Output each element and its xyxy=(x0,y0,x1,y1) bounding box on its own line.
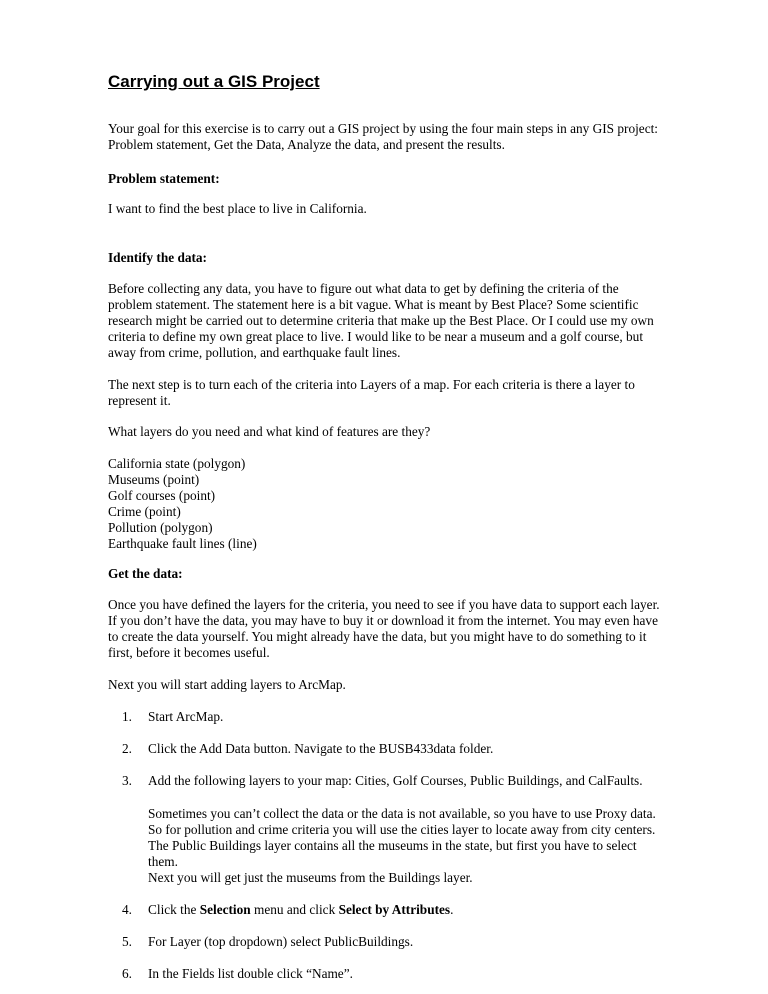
next-paragraph: Next you will start adding layers to ArcMap. xyxy=(108,677,346,692)
step-number: 2. xyxy=(122,741,132,756)
step-text-pre: Click the xyxy=(148,902,200,917)
step-text: In the Fields list double click “Name”. xyxy=(148,966,353,981)
step-text: For Layer (top dropdown) select PublicBuildings. xyxy=(148,934,414,949)
identify-paragraph-2: The next step is to turn each of the criteria into Layers of a map. For each criteria is there a layer to represent it. xyxy=(108,377,635,408)
layers-question: What layers do you need and what kind of features are they? xyxy=(108,424,431,439)
step-number: 1. xyxy=(122,709,132,724)
identify-paragraph-1: Before collecting any data, you have to figure out what data to get by defining the criteria of the problem statement. The statement here is a bit vague. What is meant by Best Place? Some scientific research might be carried out to determine criteria that make up the Best Place. Or I could use my own criteria to define my own great place to live. I would like to be near a museum and a golf course, but away from crime, pollution, and earthquake fault lines. xyxy=(108,281,654,360)
step-number: 4. xyxy=(122,902,132,917)
intro-paragraph: Your goal for this exercise is to carry out a GIS project by using the four main steps in any GIS project: Problem statement, Get the Data, Analyze the data, and present the results. xyxy=(108,121,658,152)
step-text xyxy=(148,902,663,918)
problem-heading: Problem statement: xyxy=(108,171,220,186)
step-text-mid: menu and click xyxy=(250,902,339,917)
problem-text: I want to find the best place to live in California. xyxy=(108,201,367,216)
list-item: Crime (point) xyxy=(108,504,181,519)
list-item: Golf courses (point) xyxy=(108,488,216,503)
get-data-paragraph: Once you have defined the layers for the criteria, you need to see if you have data to support each layer. If you don’t have the data, you may have to buy it or download it from the internet. You may even have to create the data yourself. You might already have the data, but you might have to do something to it first, before it becomes useful. xyxy=(108,597,660,660)
step-number: 5. xyxy=(122,934,132,949)
layers-list xyxy=(108,456,663,552)
select-by-attributes-label: Select by Attributes xyxy=(338,902,451,917)
step-number: 3. xyxy=(122,773,132,788)
step-text-post: . xyxy=(450,902,454,917)
get-data-heading: Get the data: xyxy=(108,566,183,581)
step-text: Click the Add Data button. Navigate to the BUSB433data folder. xyxy=(148,741,494,756)
next-note: Next you will get just the museums from the Buildings layer. xyxy=(148,870,473,885)
list-item: Pollution (polygon) xyxy=(108,520,213,535)
step-text: Add the following layers to your map: Cities, Golf Courses, Public Buildings, and CalFaults. xyxy=(148,773,643,788)
proxy-note: Sometimes you can’t collect the data or the data is not available, so you have to use Proxy data. So for pollution and crime criteria you will use the cities layer to locate away from city centers. The Public Buildings layer contains all the museums in the state, but first you have to select them. xyxy=(148,806,656,869)
list-item: Earthquake fault lines (line) xyxy=(108,536,257,551)
page-title: Carrying out a GIS Project xyxy=(108,72,320,91)
selection-menu-label: Selection xyxy=(199,902,251,917)
identify-heading: Identify the data: xyxy=(108,250,207,265)
step-number: 6. xyxy=(122,966,132,981)
list-item: California state (polygon) xyxy=(108,456,246,471)
step-text: Start ArcMap. xyxy=(148,709,224,724)
list-item: Museums (point) xyxy=(108,472,200,487)
